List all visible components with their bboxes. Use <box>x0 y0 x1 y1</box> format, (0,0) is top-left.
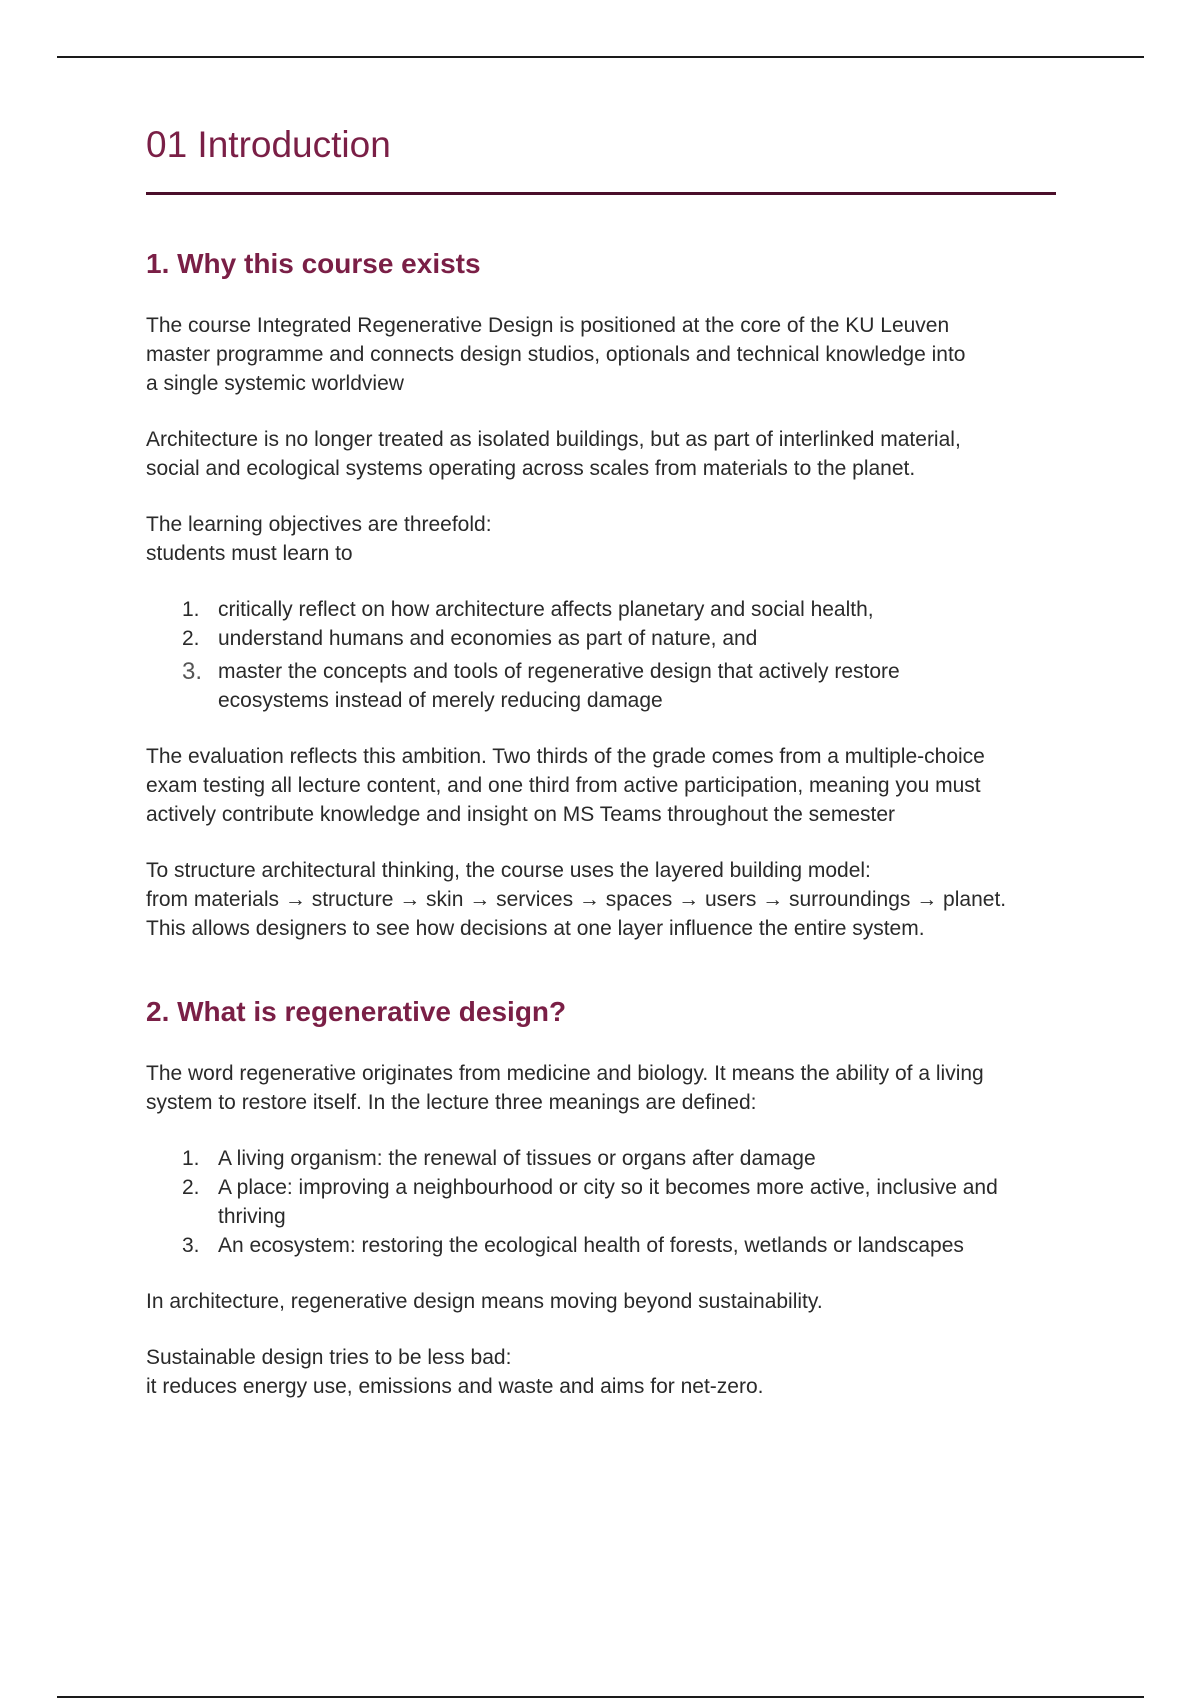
list-item: 2. understand humans and economies as part of nature, and <box>182 627 758 650</box>
list-item: 3. master the concepts and tools of regenerative design that actively restore ecosystems instead of merely reducing damage <box>182 658 900 712</box>
list-item: 1. A living organism: the renewal of tissues or organs after damage <box>182 1147 816 1170</box>
list-item: 3. An ecosystem: restoring the ecological health of forests, wetlands or landscapes <box>182 1234 964 1257</box>
section-1-paragraph-architecture: Architecture is no longer treated as isolated buildings, but as part of interlinked material, social and ecological systems operating across scales from materials to the planet. <box>146 428 961 480</box>
section-2-paragraph-architecture: In architecture, regenerative design means moving beyond sustainability. <box>146 1290 823 1313</box>
section-1-paragraph-evaluation: The evaluation reflects this ambition. Two thirds of the grade comes from a multiple-choice exam testing all lecture content, and one third from active participation, meaning you must actively contribute knowledge and insight on MS Teams throughout the semester <box>146 745 985 826</box>
list-item: 2. A place: improving a neighbourhood or city so it becomes more active, inclusive and thriving <box>182 1176 998 1228</box>
section-1-paragraph-layered-model: To structure architectural thinking, the course uses the layered building model: from materials → structure → skin → services → spaces → users → surroundings → planet. This allows designers to see how decisions at one layer influence the entire system. <box>146 859 1007 940</box>
section-1-heading: 1. Why this course exists <box>146 248 481 279</box>
page-bottom-rule <box>57 1696 1144 1698</box>
page-top-rule <box>57 56 1144 58</box>
page-content <box>146 118 1056 1401</box>
section-2-heading: 2. What is regenerative design? <box>146 996 567 1027</box>
meanings-list <box>146 1144 1056 1260</box>
list-item: 1. critically reflect on how architecture affects planetary and social health, <box>182 598 874 621</box>
title-underline <box>146 192 1056 195</box>
document-title: 01 Introduction <box>146 124 391 165</box>
section-2-paragraph-origin: The word regenerative originates from medicine and biology. It means the ability of a living system to restore itself. In the lecture three meanings are defined: <box>146 1062 984 1114</box>
section-1-paragraph-objectives: The learning objectives are threefold: students must learn to <box>146 513 492 565</box>
objectives-list <box>146 595 1056 715</box>
section-1-paragraph-course: The course Integrated Regenerative Design is positioned at the core of the KU Leuven master programme and connects design studios, optionals and technical knowledge into a single systemic worldview <box>146 314 966 395</box>
section-2-paragraph-sustainable: Sustainable design tries to be less bad: it reduces energy use, emissions and waste and aims for net-zero. <box>146 1346 764 1398</box>
